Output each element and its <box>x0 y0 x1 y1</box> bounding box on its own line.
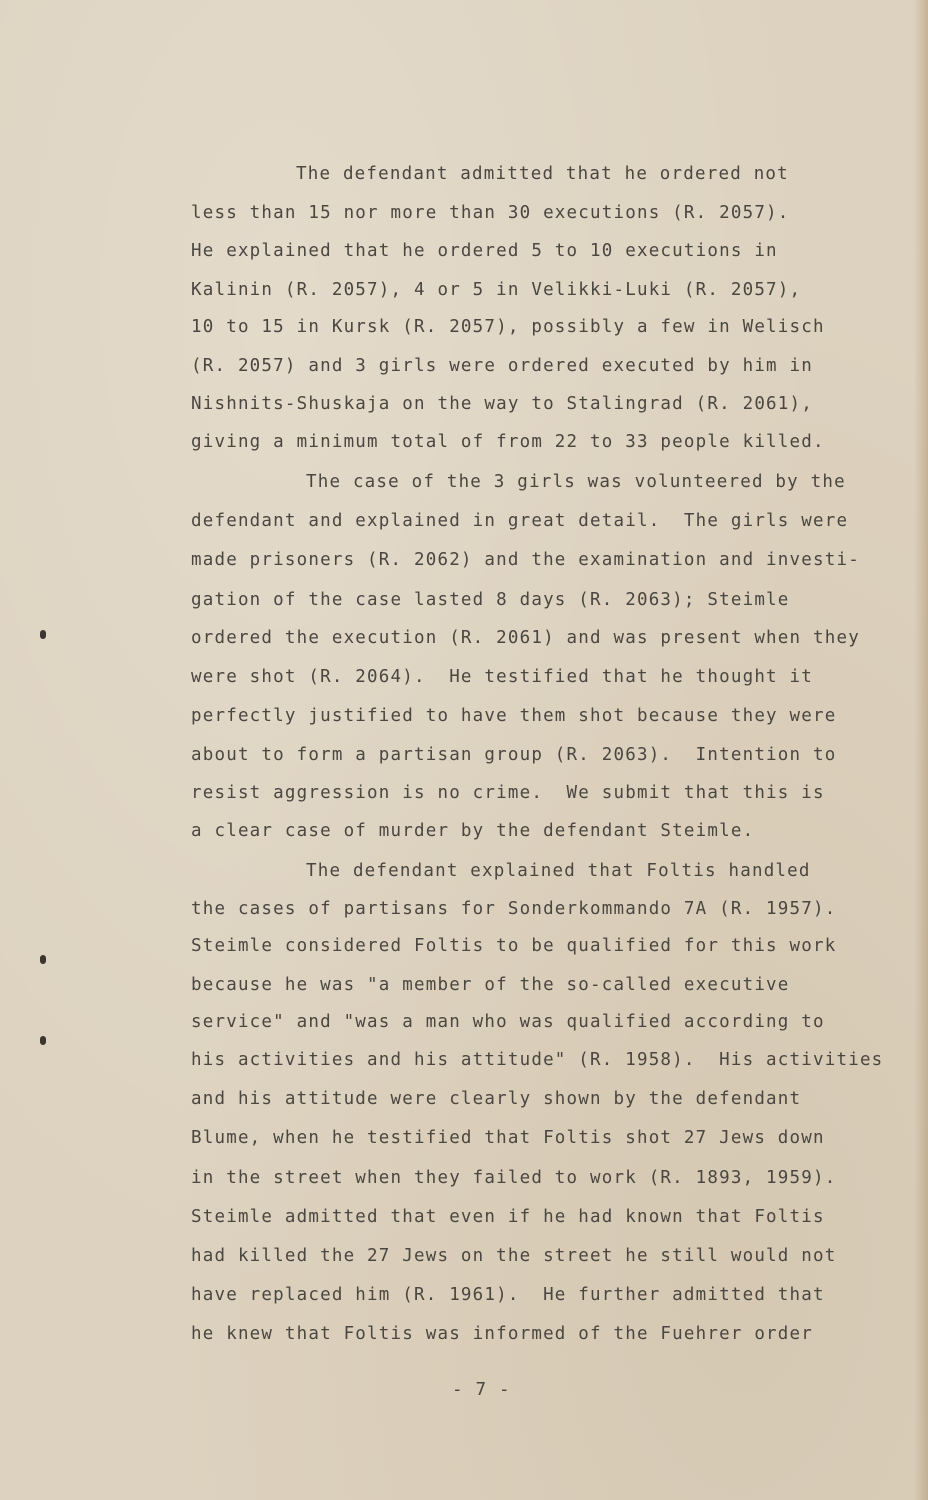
text-line: (R. 2057) and 3 girls were ordered executed by him in <box>191 356 814 376</box>
text-line: service" and "was a man who was qualified according to <box>191 1012 825 1032</box>
text-line: gation of the case lasted 8 days (R. 2063); Steimle <box>191 590 790 610</box>
text-line: The case of the 3 girls was volunteered by the <box>306 472 846 492</box>
text-line: the cases of partisans for Sonderkommando 7A (R. 1957). <box>191 899 837 919</box>
text-line: he knew that Foltis was informed of the Fuehrer order <box>191 1324 814 1344</box>
text-line: a clear case of murder by the defendant Steimle. <box>191 821 755 841</box>
text-line: have replaced him (R. 1961). He further admitted that <box>191 1285 825 1305</box>
text-line: less than 15 nor more than 30 executions (R. 2057). <box>191 203 790 223</box>
text-line: 10 to 15 in Kursk (R. 2057), possibly a few in Welisch <box>191 317 825 337</box>
page-number: - 7 - <box>452 1380 511 1400</box>
text-line: Steimle considered Foltis to be qualified for this work <box>191 936 837 956</box>
text-line: were shot (R. 2064). He testified that he thought it <box>191 667 814 687</box>
text-line: The defendant admitted that he ordered not <box>296 164 789 184</box>
text-line: perfectly justified to have them shot because they were <box>191 706 837 726</box>
text-line: giving a minimum total of from 22 to 33 people killed. <box>191 432 825 452</box>
text-line: had killed the 27 Jews on the street he still would not <box>191 1246 837 1266</box>
text-line: ordered the execution (R. 2061) and was present when they <box>191 628 860 648</box>
text-line: Nishnits-Shuskaja on the way to Stalingrad (R. 2061), <box>191 394 814 414</box>
text-line: and his attitude were clearly shown by the defendant <box>191 1089 802 1109</box>
text-line: resist aggression is no crime. We submit that this is <box>191 783 825 803</box>
text-line: because he was "a member of the so-called executive <box>191 975 790 995</box>
text-line: He explained that he ordered 5 to 10 executions in <box>191 241 778 261</box>
text-line: Blume, when he testified that Foltis shot 27 Jews down <box>191 1128 825 1148</box>
text-line: his activities and his attitude" (R. 1958). His activities <box>191 1050 884 1070</box>
text-line: defendant and explained in great detail. The girls were <box>191 511 849 531</box>
text-line: in the street when they failed to work (R. 1893, 1959). <box>191 1168 837 1188</box>
text-line: Steimle admitted that even if he had known that Foltis <box>191 1207 825 1227</box>
text-line: The defendant explained that Foltis handled <box>306 861 811 881</box>
text-line: Kalinin (R. 2057), 4 or 5 in Velikki-Luki (R. 2057), <box>191 280 802 300</box>
text-line: made prisoners (R. 2062) and the examination and investi- <box>191 550 860 570</box>
text-line: about to form a partisan group (R. 2063). Intention to <box>191 745 837 765</box>
